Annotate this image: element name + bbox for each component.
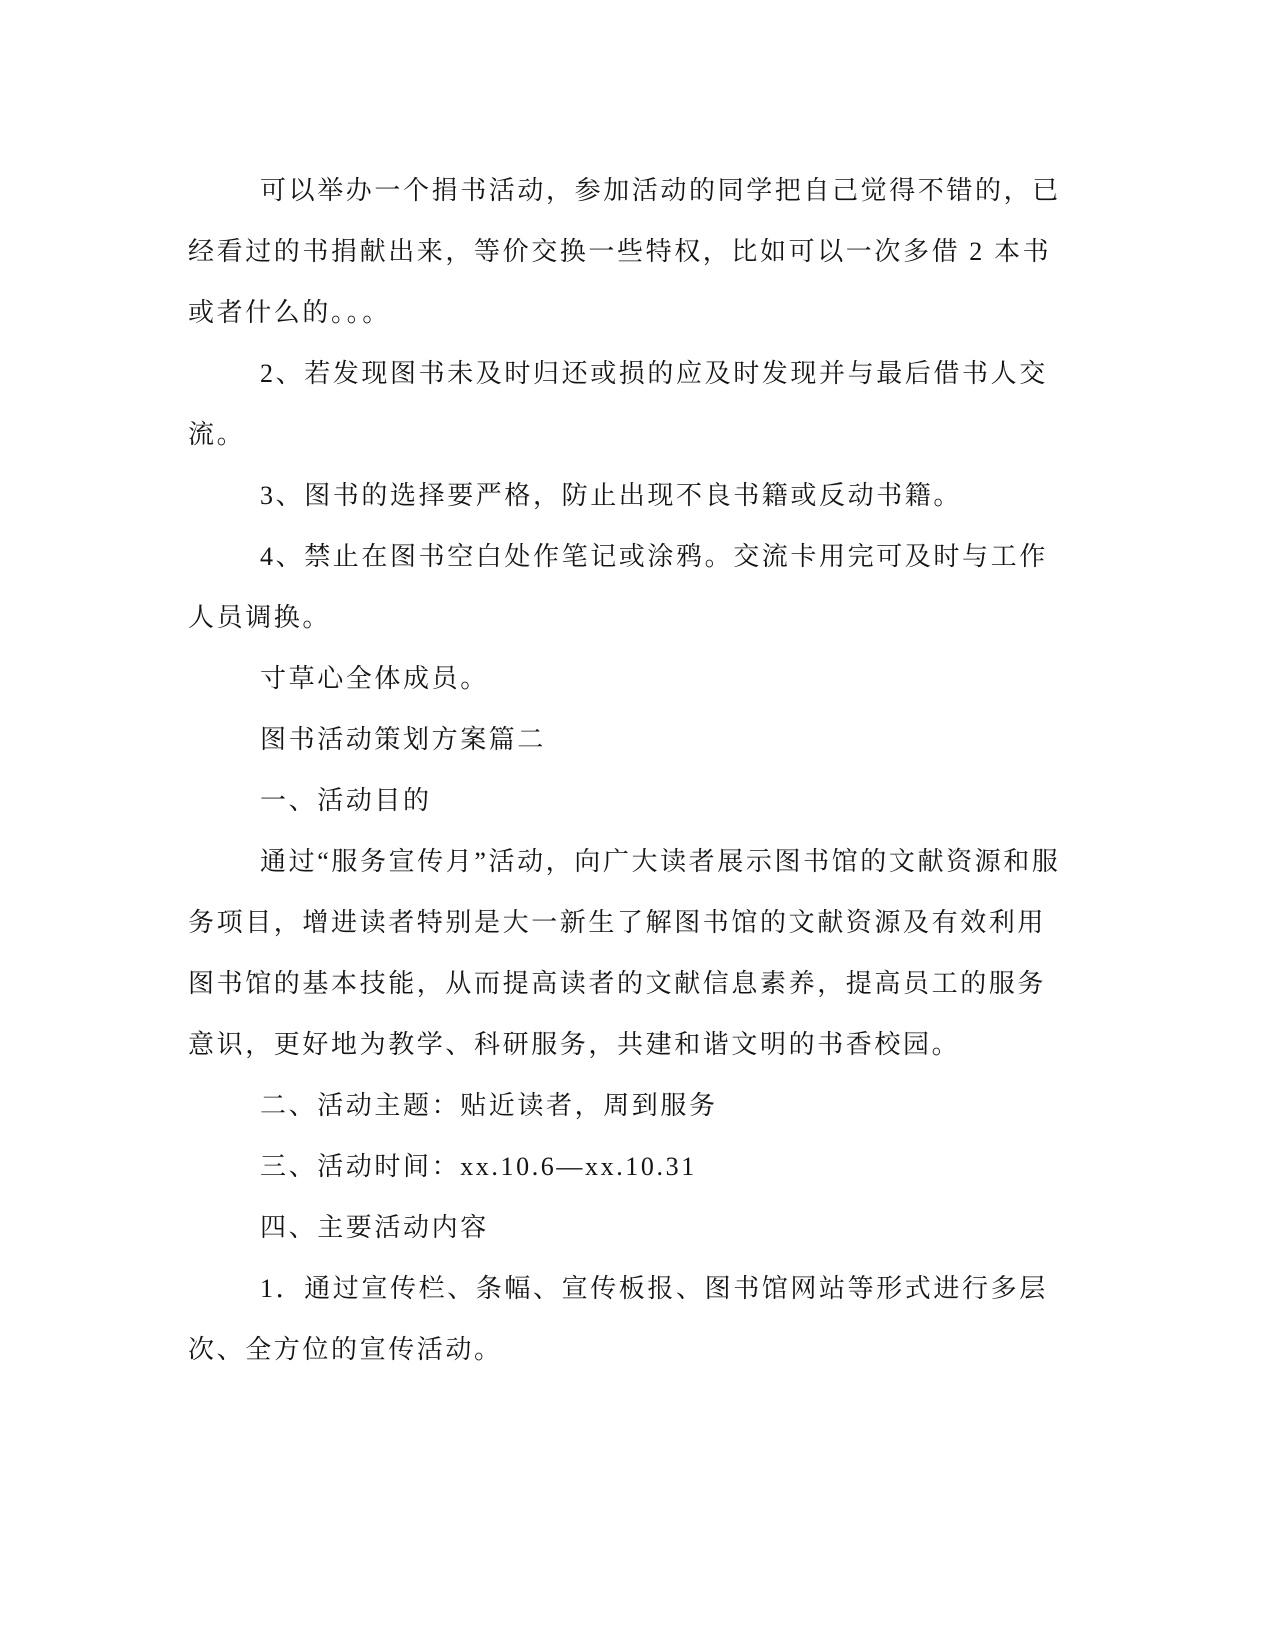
section-heading-theme (188, 1075, 1275, 1136)
paragraph-line: 4、禁止在图书空白处作笔记或涂鸦。交流卡用完可及时与工作 (260, 542, 1048, 571)
paragraph-line: 通过“服务宣传月”活动，向广大读者展示图书馆的文献资源和服 (260, 847, 1061, 876)
paragraph-line: 寸草心全体成员。 (260, 664, 489, 693)
section-heading-content (188, 1197, 1275, 1258)
heading-text: 二、活动主题：贴近读者，周到服务 (260, 1091, 718, 1120)
paragraph-line: 人员调换。 (188, 603, 332, 632)
paragraph-line: 意识，更好地为教学、科研服务，共建和谐文明的书香校园。 (188, 1030, 961, 1059)
heading-text: 一、活动目的 (260, 786, 432, 815)
paragraph-line: 次、全方位的宣传活动。 (188, 1335, 503, 1364)
section-heading-time (188, 1136, 1275, 1197)
list-item-1-publicity (188, 1258, 1275, 1380)
list-item-3 (188, 465, 1275, 526)
paragraph-line: 或者什么的。。。 (188, 298, 391, 327)
paragraph-line: 务项目，增进读者特别是大一新生了解图书馆的文献资源及有效利用 (188, 908, 1047, 937)
paragraph-book-donation (188, 160, 1275, 343)
signature-line (188, 648, 1275, 709)
paragraph-line: 可以举办一个捐书活动，参加活动的同学把自己觉得不错的，已 (260, 176, 1061, 205)
heading-text: 四、主要活动内容 (260, 1213, 489, 1242)
paragraph-line: 图书馆的基本技能，从而提高读者的文献信息素养，提高员工的服务 (188, 969, 1047, 998)
section-title (188, 709, 1275, 770)
list-item-2 (188, 343, 1275, 465)
paragraph-line: 3、图书的选择要严格，防止出现不良书籍或反动书籍。 (260, 481, 963, 510)
paragraph-line: 1．通过宣传栏、条幅、宣传板报、图书馆网站等形式进行多层 (260, 1274, 1048, 1303)
paragraph-line: 经看过的书捐献出来，等价交换一些特权，比如可以一次多借 2 本书 (188, 237, 1052, 266)
list-item-4 (188, 526, 1275, 648)
paragraph-line: 2、若发现图书未及时归还或损的应及时发现并与最后借书人交 (260, 359, 1048, 388)
section-title-text: 图书活动策划方案篇二 (260, 725, 547, 754)
section-heading-purpose (188, 770, 1275, 831)
paragraph-line: 流。 (188, 420, 246, 449)
heading-text: 三、活动时间：xx.10.6—xx.10.31 (260, 1152, 697, 1181)
paragraph-purpose (188, 831, 1275, 1075)
